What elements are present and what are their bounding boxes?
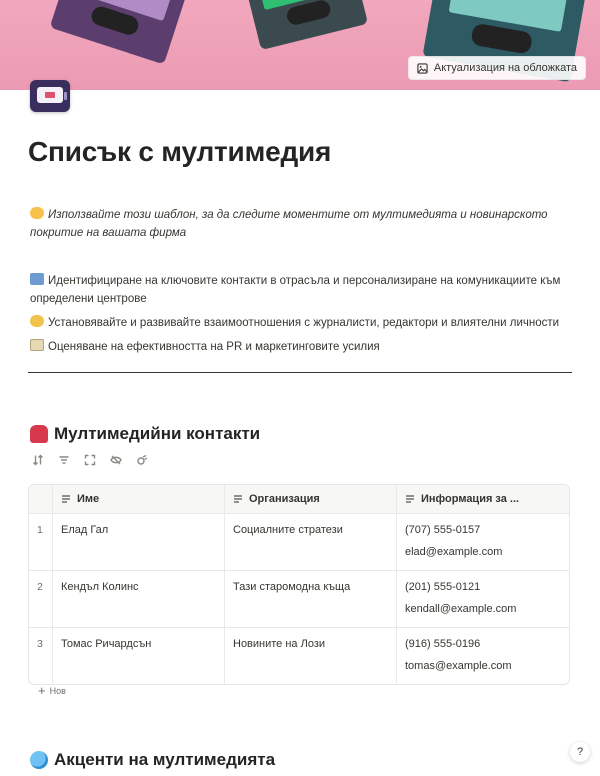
bullet-text: Установявайте и развивайте взаимоотношения с журналисти, редактори и влиятелни личности xyxy=(48,317,560,329)
filter-icon xyxy=(58,454,70,466)
highlights-heading[interactable] xyxy=(30,750,275,770)
email-value: tomas@example.com xyxy=(405,660,512,672)
row-number: 1 xyxy=(29,514,53,570)
change-cover-label: Актуализация на обложката xyxy=(433,62,577,74)
intro-label: Използвайте този шаблон, за да следите моментите от мултимедията и новинарското покритие на вашата фирма xyxy=(30,209,548,239)
name-cell[interactable]: Томас Ричардсън xyxy=(53,628,225,684)
automation-button[interactable] xyxy=(134,452,150,468)
sort-icon xyxy=(32,454,44,466)
text-property-icon xyxy=(61,494,71,504)
database-toolbar xyxy=(30,452,150,468)
plus-icon: + xyxy=(38,683,46,698)
info-cell[interactable] xyxy=(397,571,569,627)
column-header-organization[interactable] xyxy=(225,485,397,513)
expand-icon xyxy=(84,454,96,466)
divider xyxy=(28,372,572,373)
bullet-contacts[interactable] xyxy=(30,272,570,308)
globe-icon xyxy=(30,751,48,769)
page-icon-tv[interactable] xyxy=(30,80,70,112)
phone-value: (916) 555-0196 xyxy=(405,638,481,650)
contacts-table xyxy=(28,484,570,685)
cassette-image xyxy=(242,0,368,50)
newspaper-icon xyxy=(30,339,44,351)
column-label: Организация xyxy=(249,493,320,505)
email-value: elad@example.com xyxy=(405,546,503,558)
phone-value: (201) 555-0121 xyxy=(405,581,481,593)
expand-button[interactable] xyxy=(82,452,98,468)
info-cell[interactable] xyxy=(397,628,569,684)
email-value: kendall@example.com xyxy=(405,603,517,615)
organization-cell[interactable]: Новините на Лози xyxy=(225,628,397,684)
table-row[interactable] xyxy=(29,514,569,571)
row-number-header xyxy=(29,485,53,513)
column-header-name[interactable] xyxy=(53,485,225,513)
column-header-info[interactable] xyxy=(397,485,569,513)
bullet-text: Оценяване на ефективността на PR и маркетинговите усилия xyxy=(48,341,380,353)
page-title[interactable]: Списък с мултимедия xyxy=(28,136,332,167)
image-icon xyxy=(417,63,428,74)
column-label: Име xyxy=(77,493,100,505)
contacts-heading-label: Мултимедийни контакти xyxy=(54,424,261,443)
table-row[interactable] xyxy=(29,571,569,628)
telephone-icon xyxy=(30,425,48,443)
sort-button[interactable] xyxy=(30,452,46,468)
text-property-icon xyxy=(233,494,243,504)
new-row-label: Нов xyxy=(49,686,66,696)
contacts-heading[interactable] xyxy=(30,424,260,444)
handshake-icon xyxy=(30,315,44,327)
change-cover-button[interactable] xyxy=(408,56,586,80)
highlights-heading-label: Акценти на мултимедията xyxy=(54,750,276,769)
text-property-icon xyxy=(405,494,415,504)
row-number: 2 xyxy=(29,571,53,627)
info-cell[interactable] xyxy=(397,514,569,570)
bullet-evaluation[interactable] xyxy=(30,338,570,356)
table-header-row xyxy=(29,485,569,514)
name-cell[interactable]: Кендъл Колинс xyxy=(53,571,225,627)
organization-cell[interactable]: Социалните стратези xyxy=(225,514,397,570)
hide-button[interactable] xyxy=(108,452,124,468)
bus-icon xyxy=(30,273,44,285)
pointing-hand-icon xyxy=(30,207,44,219)
help-button[interactable]: ? xyxy=(570,742,590,762)
table-row[interactable] xyxy=(29,628,569,684)
filter-button[interactable] xyxy=(56,452,72,468)
organization-cell[interactable]: Тази старомодна къща xyxy=(225,571,397,627)
column-label: Информация за ... xyxy=(421,493,520,505)
cassette-image xyxy=(50,0,191,64)
name-cell[interactable]: Елад Гал xyxy=(53,514,225,570)
bullet-text: Идентифициране на ключовите контакти в отрасъла и персонализиране на комуникациите към определени центрове xyxy=(30,275,561,305)
phone-value: (707) 555-0157 xyxy=(405,524,481,536)
bullet-relationships[interactable] xyxy=(30,314,570,332)
eye-off-icon xyxy=(110,454,122,466)
automation-icon xyxy=(136,454,148,466)
page-cover xyxy=(0,0,600,90)
intro-text[interactable] xyxy=(30,206,570,242)
row-number: 3 xyxy=(29,628,53,684)
new-row-button[interactable] xyxy=(38,683,66,698)
